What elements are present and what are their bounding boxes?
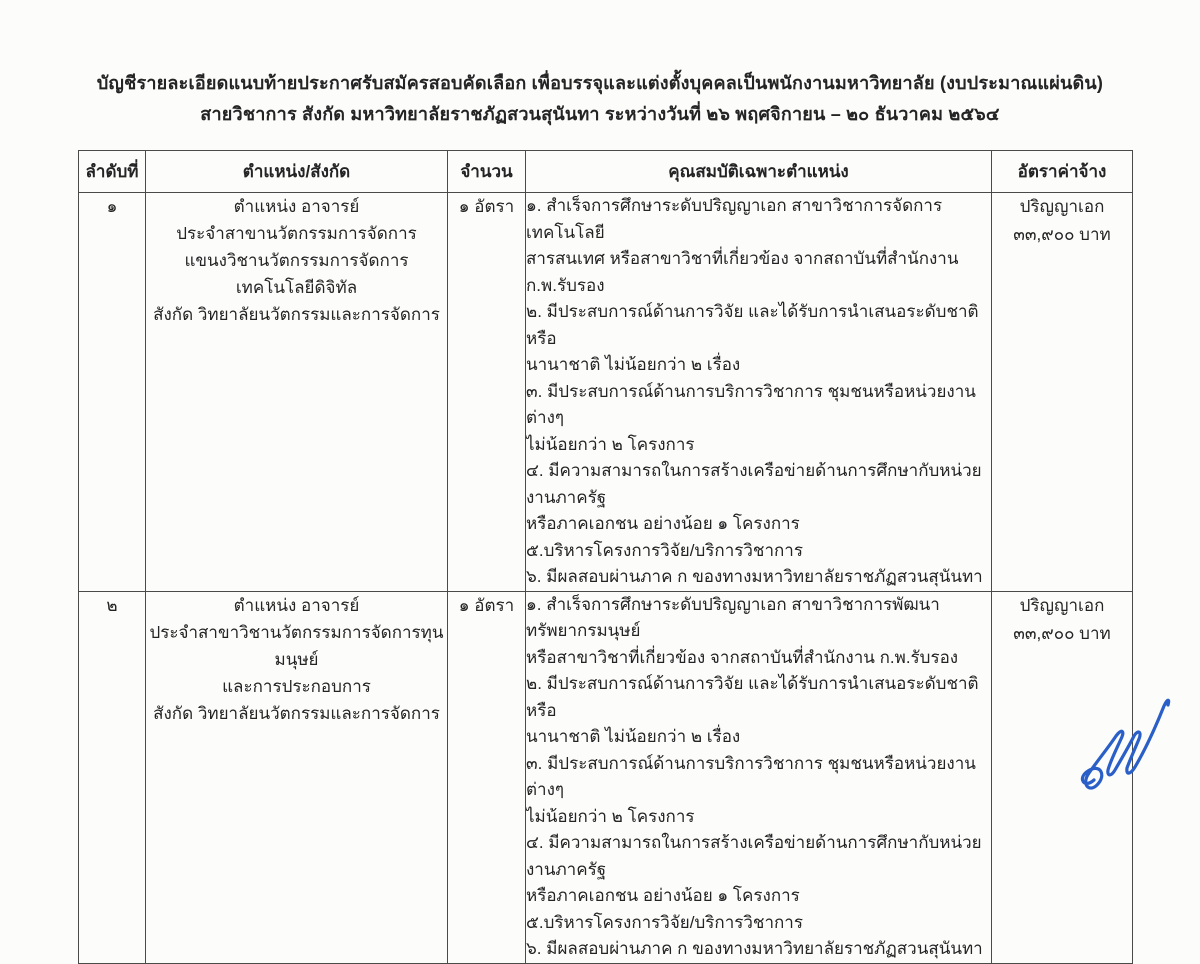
position-line: ประจำสาขานวัตกรรมการจัดการ (176, 224, 417, 243)
col-header-salary: อัตราค่าจ้าง (992, 151, 1133, 193)
qualification-line: ไม่น้อยกว่า ๒ โครงการ (526, 434, 695, 454)
positions-table (78, 150, 1133, 964)
quantity-value: ๑ อัตรา (458, 595, 515, 615)
qualification-line: ๑. สำเร็จการศึกษาระดับปริญญาเอก สาขาวิชาการพัฒนาทรัพยากรมนุษย์ (526, 594, 940, 640)
row-number: ๒ (106, 595, 118, 615)
col-header-no: ลำดับที่ (79, 151, 146, 193)
qualifications-cell (526, 591, 992, 963)
qualification-line: ๖. มีผลสอบผ่านภาค ก ของทางมหาวิทยาลัยราชภัฏสวนสุนันทา (526, 939, 983, 958)
salary-cell (992, 591, 1133, 963)
row-number: ๑ (106, 197, 118, 216)
position-line: ประจำสาขาวิชานวัตกรรมการจัดการทุนมนุษย์ (149, 622, 444, 669)
quantity-cell (448, 193, 526, 592)
qualifications-cell (526, 193, 992, 592)
qualification-line: สารสนเทศ หรือสาขาวิชาที่เกี่ยวข้อง จากสถาบันที่สำนักงาน ก.พ.รับรอง (526, 249, 959, 295)
qualification-line: ๖. มีผลสอบผ่านภาค ก ของทางมหาวิทยาลัยราชภัฏสวนสุนันทา (526, 567, 983, 586)
qualification-line: นานาชาติ ไม่น้อยกว่า ๒ เรื่อง (526, 355, 741, 374)
col-header-quantity: จำนวน (448, 151, 526, 193)
qualification-line: หรือภาคเอกชน อย่างน้อย ๑ โครงการ (526, 514, 800, 533)
salary-line: ปริญญาเอก (1019, 595, 1105, 615)
qualification-line: ๔. มีความสามารถในการสร้างเครือข่ายด้านการศึกษากับหน่วยงานภาครัฐ (526, 833, 982, 879)
document-title (0, 68, 1200, 130)
qualification-line: หรือภาคเอกชน อย่างน้อย ๑ โครงการ (526, 886, 800, 905)
position-cell (146, 193, 448, 592)
col-header-qualifications: คุณสมบัติเฉพาะตำแหน่ง (526, 151, 992, 193)
qualification-line: นานาชาติ ไม่น้อยกว่า ๒ เรื่อง (526, 727, 741, 746)
qualification-line: ๒. มีประสบการณ์ด้านการวิจัย และได้รับการนำเสนอระดับชาติหรือ (526, 674, 979, 720)
qualification-line: ๒. มีประสบการณ์ด้านการวิจัย และได้รับการนำเสนอระดับชาติหรือ (526, 302, 979, 348)
qualification-line: ๓. มีประสบการณ์ด้านการบริการวิชาการ ชุมชนหรือหน่วยงานต่างๆ (526, 753, 976, 799)
position-line: ตำแหน่ง อาจารย์ (233, 595, 360, 615)
title-line-1: บัญชีรายละเอียดแนบท้ายประกาศรับสมัครสอบคัดเลือก เพื่อบรรจุและแต่งตั้งบุคคลเป็นพนักงานมหาวิทยาลัย (งบประมาณแผ่นดิน) (96, 73, 1104, 93)
qualification-line: หรือสาขาวิชาที่เกี่ยวข้อง จากสถาบันที่สำนักงาน ก.พ.รับรอง (526, 647, 959, 667)
qualification-line: ๕.บริหารโครงการวิจัย/บริการวิชาการ (526, 540, 803, 560)
col-header-position: ตำแหน่ง/สังกัด (146, 151, 448, 193)
quantity-value: ๑ อัตรา (458, 197, 515, 216)
salary-cell (992, 193, 1133, 592)
qualification-line: ๕.บริหารโครงการวิจัย/บริการวิชาการ (526, 912, 803, 932)
position-line: ตำแหน่ง อาจารย์ (233, 197, 360, 216)
row-number-cell (79, 193, 146, 592)
position-line: และการประกอบการ (222, 676, 371, 696)
salary-line: ๓๓,๙๐๐ บาท (1013, 225, 1111, 244)
position-line: สังกัด วิทยาลัยนวัตกรรมและการจัดการ (153, 703, 440, 723)
table-row (79, 193, 1133, 592)
qualification-line: ๑. สำเร็จการศึกษาระดับปริญญาเอก สาขาวิชาการจัดการเทคโนโลยี (526, 196, 943, 242)
position-line: แขนงวิชานวัตกรรมการจัดการเทคโนโลยีดิจิทัล (184, 251, 409, 297)
table-row (79, 591, 1133, 963)
qualification-line: ๔. มีความสามารถในการสร้างเครือข่ายด้านการศึกษากับหน่วยงานภาครัฐ (526, 461, 982, 507)
table-header-row (79, 151, 1133, 193)
salary-line: ปริญญาเอก (1019, 197, 1105, 216)
quantity-cell (448, 591, 526, 963)
position-cell (146, 591, 448, 963)
qualification-line: ๓. มีประสบการณ์ด้านการบริการวิชาการ ชุมชนหรือหน่วยงานต่างๆ (526, 381, 976, 427)
row-number-cell (79, 591, 146, 963)
salary-line: ๓๓,๙๐๐ บาท (1013, 623, 1111, 643)
qualification-line: ไม่น้อยกว่า ๒ โครงการ (526, 806, 695, 826)
title-line-2: สายวิชาการ สังกัด มหาวิทยาลัยราชภัฏสวนสุนันทา ระหว่างวันที่ ๒๖ พฤศจิกายน – ๒๐ ธันวาคม ๒๕๖๔ (200, 104, 1000, 124)
position-line: สังกัด วิทยาลัยนวัตกรรมและการจัดการ (153, 305, 440, 324)
